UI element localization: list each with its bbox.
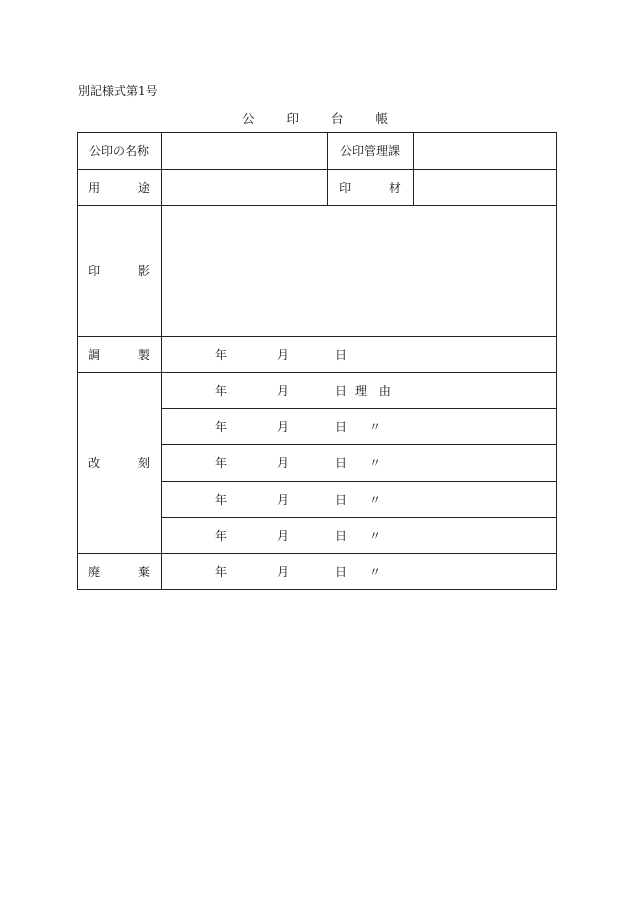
creation-month: 月 — [277, 347, 290, 362]
recarving-month: 月 — [277, 528, 290, 543]
recarving-year: 年 — [215, 456, 228, 470]
material-value — [414, 170, 556, 205]
recarving-month: 月 — [277, 456, 290, 470]
ditto-mark: 〃 — [369, 456, 382, 470]
recarving-day: 日 — [335, 383, 348, 398]
impression-label: 印 影 — [88, 264, 150, 278]
impression-area — [162, 206, 556, 336]
recarving-year: 年 — [215, 492, 228, 507]
managing-section-value — [414, 133, 556, 169]
recarving-month: 月 — [277, 419, 290, 434]
recarving-label: 改 刻 — [88, 456, 150, 470]
recarving-day: 日 — [335, 456, 348, 470]
form-title: 公 印 台 帳 — [242, 111, 388, 126]
ditto-mark: 〃 — [369, 528, 382, 543]
seal-ledger-table — [77, 132, 557, 590]
table-border-bottom — [77, 589, 557, 590]
ditto-mark: 〃 — [369, 564, 382, 579]
creation-year: 年 — [215, 347, 228, 362]
ditto-mark: 〃 — [369, 492, 382, 507]
recarving-day: 日 — [335, 492, 348, 507]
creation-label: 調 製 — [88, 347, 150, 362]
form-number: 別記様式第1号 — [78, 84, 158, 98]
purpose-label: 用 途 — [88, 180, 150, 195]
recarving-day: 日 — [335, 419, 348, 434]
table-border-right — [556, 132, 557, 590]
reason-label: 理 由 — [355, 383, 391, 398]
purpose-value — [162, 170, 327, 205]
recarving-year: 年 — [215, 383, 228, 398]
creation-day: 日 — [335, 347, 348, 362]
recarving-month: 月 — [277, 383, 290, 398]
recarving-month: 月 — [277, 492, 290, 507]
disposal-label: 廃 棄 — [88, 564, 150, 579]
disposal-year: 年 — [215, 564, 228, 579]
disposal-month: 月 — [277, 564, 290, 579]
ditto-mark: 〃 — [369, 419, 382, 434]
material-label: 印 材 — [339, 180, 401, 195]
seal-name-label: 公印の名称 — [88, 144, 149, 158]
recarving-year: 年 — [215, 528, 228, 543]
recarving-day: 日 — [335, 528, 348, 543]
managing-section-label: 公印管理課 — [339, 144, 400, 158]
disposal-day: 日 — [335, 564, 348, 579]
seal-name-value — [162, 133, 327, 169]
recarving-year: 年 — [215, 419, 228, 434]
